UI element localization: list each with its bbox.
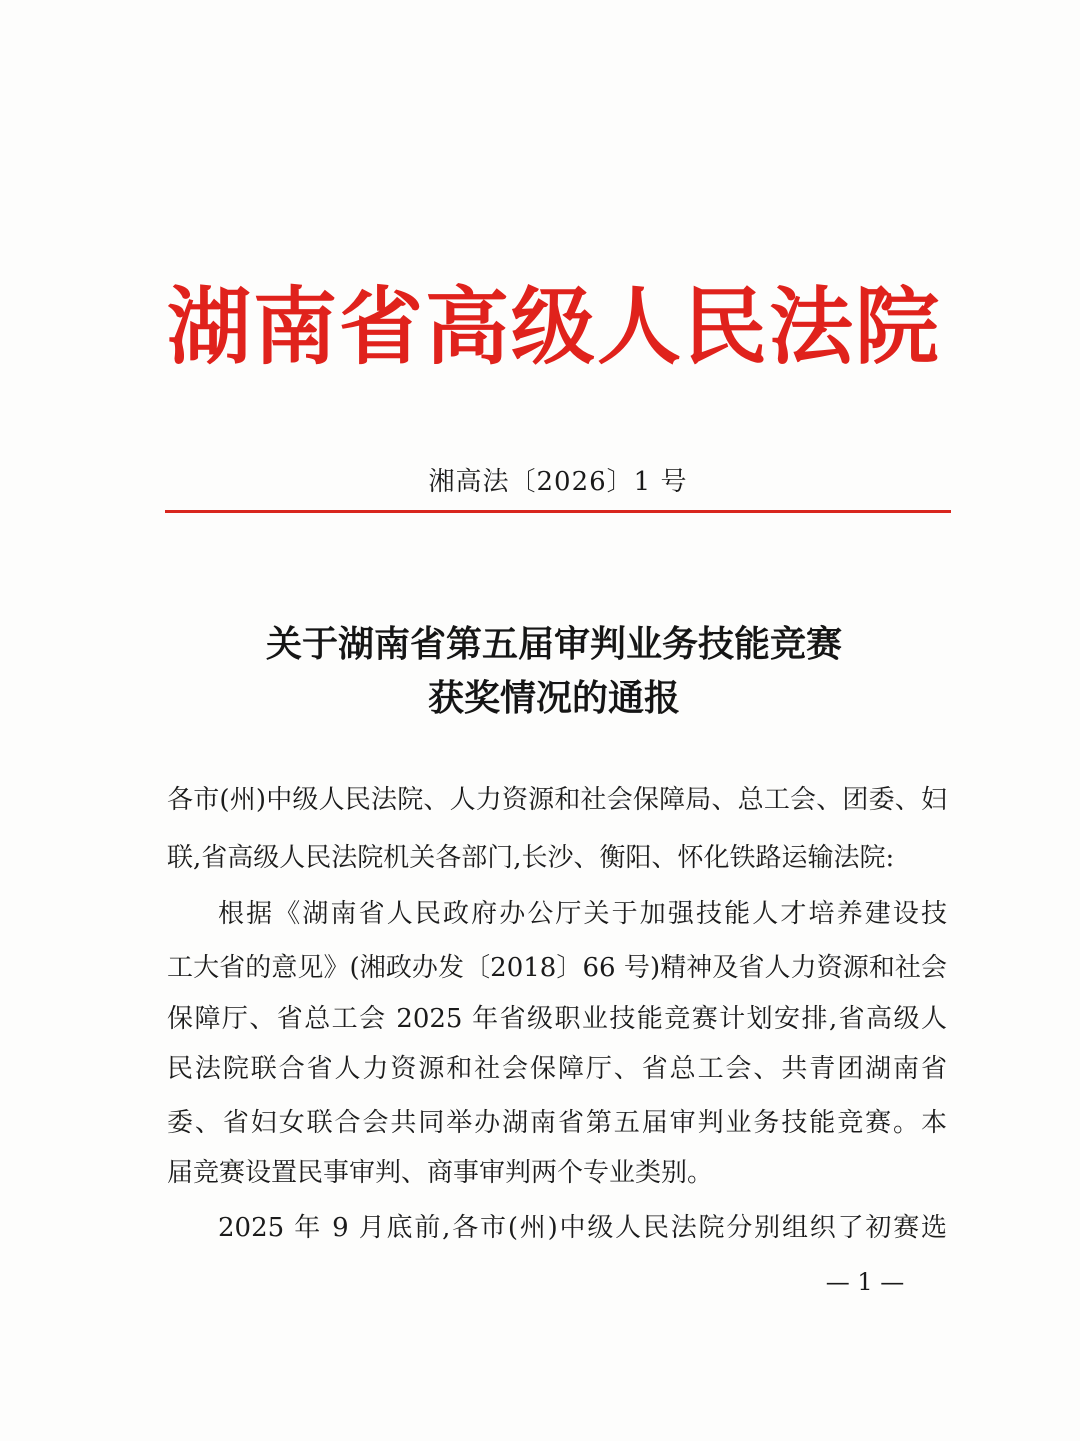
document-number: 湘高法〔2026〕1 号: [428, 467, 688, 497]
paragraph-1-line-6: 届竞赛设置民事审判、商事审判两个专业类别。: [167, 1158, 714, 1188]
document-title-line-2: 获奖情况的通报: [427, 678, 680, 719]
paragraph-1-line-5: 委、省妇女联合会共同举办湖南省第五届审判业务技能竞赛。本: [167, 1108, 947, 1138]
addressee-line-1: 各市(州)中级人民法院、人力资源和社会保障局、总工会、团委、妇: [167, 785, 947, 815]
red-divider-line: [165, 510, 951, 513]
paragraph-1-line-1: 根据《湖南省人民政府办公厅关于加强技能人才培养建设技: [218, 899, 947, 929]
paragraph-1-line-3: 保障厅、省总工会 2025 年省级职业技能竞赛计划安排,省高级人: [167, 1004, 947, 1034]
page-number: — 1 —: [825, 1268, 905, 1296]
addressee-line-2: 联,省高级人民法院机关各部门,长沙、衡阳、怀化铁路运输法院:: [167, 843, 895, 873]
paragraph-1-line-2: 工大省的意见》(湘政办发〔2018〕66 号)精神及省人力资源和社会: [167, 953, 947, 983]
issuing-organization-header: 湖南省高级人民法院: [166, 278, 941, 376]
paragraph-1-line-4: 民法院联合省人力资源和社会保障厅、省总工会、共青团湖南省: [167, 1054, 947, 1084]
document-title-line-1: 关于湖南省第五届审判业务技能竞赛: [265, 624, 842, 665]
paragraph-2-line-1: 2025 年 9 月底前,各市(州)中级人民法院分别组织了初赛选: [218, 1213, 947, 1243]
